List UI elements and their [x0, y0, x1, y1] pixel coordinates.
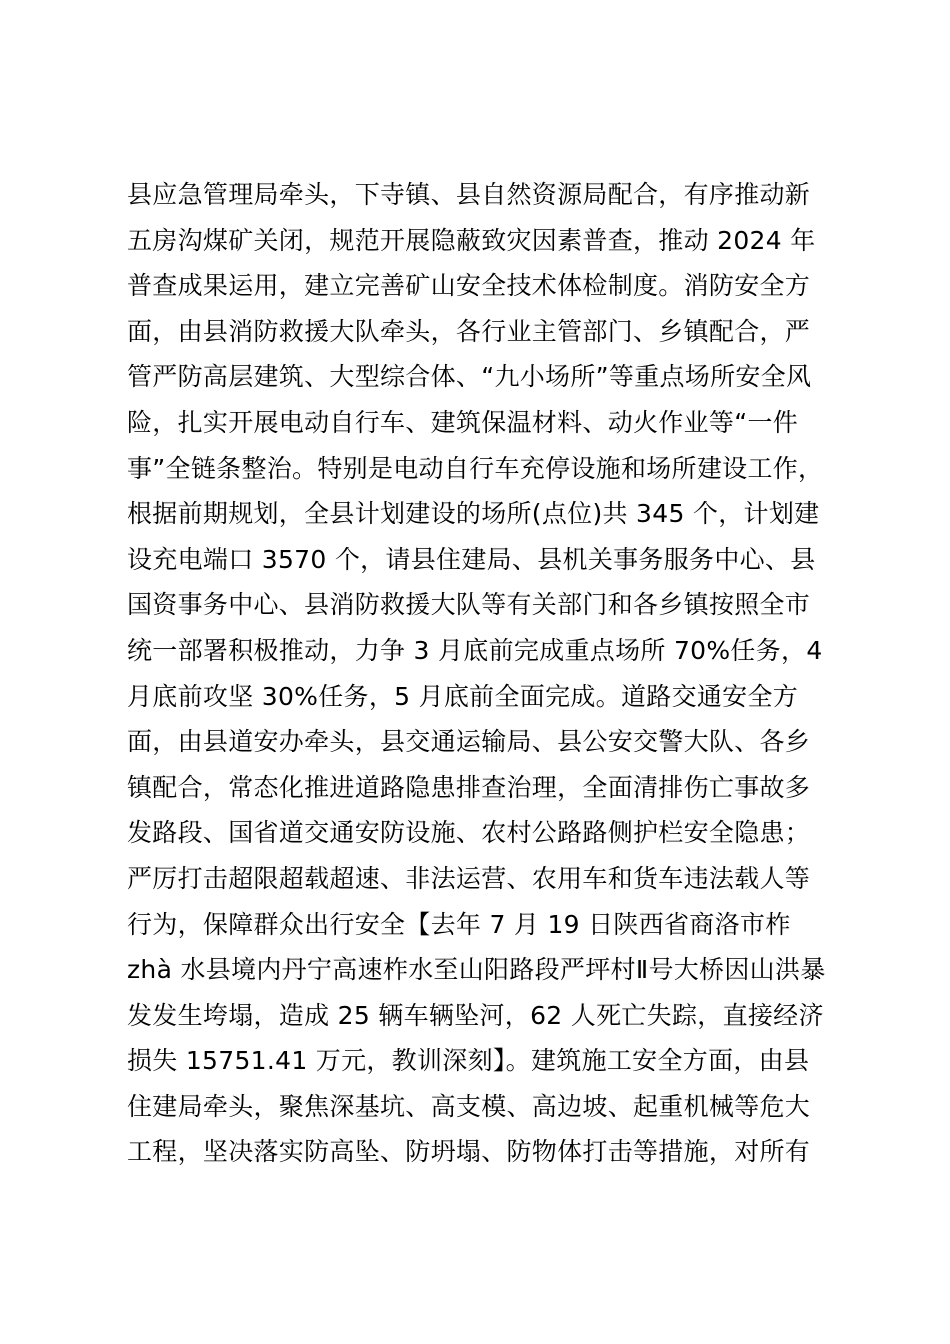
text-line: 五房沟煤矿关闭，规范开展隐蔽致灾因素普查，推动 2024 年	[127, 225, 816, 255]
text-line: 严厉打击超限超载超速、非法运营、农用车和货车违法载人等	[127, 863, 811, 893]
text-line: 镇配合，常态化推进道路隐患排查治理，全面清排伤亡事故多	[127, 772, 811, 802]
text-line: 根据前期规划，全县计划建设的场所(点位)共 345 个，计划建	[127, 499, 820, 529]
text-line: 发发生垮塌，造成 25 辆车辆坠河，62 人死亡失踪，直接经济	[127, 1000, 824, 1030]
text-line: 设充电端口 3570 个，请县住建局、县机关事务服务中心、县	[127, 544, 816, 574]
text-line: 发路段、国省道交通安防设施、农村公路路侧护栏安全隐患；	[127, 818, 811, 848]
text-line: zhà 水县境内丹宁高速柞水至山阳路段严坪村Ⅱ号大桥因山洪暴	[127, 955, 826, 985]
text-line: 面，由县消防救援大队牵头，各行业主管部门、乡镇配合，严	[127, 316, 811, 346]
text-line: 普查成果运用，建立完善矿山安全技术体检制度。消防安全方	[127, 271, 811, 301]
body-text	[127, 172, 837, 1175]
text-line: 国资事务中心、县消防救援大队等有关部门和各乡镇按照全市	[127, 590, 811, 620]
text-line: 县应急管理局牵头，下寺镇、县自然资源局配合，有序推动新	[127, 180, 811, 209]
text-line: 工程，坚决落实防高坠、防坍塌、防物体打击等措施，对所有	[127, 1137, 811, 1167]
text-line: 统一部署积极推动，力争 3 月底前完成重点场所 70%任务，4	[127, 635, 823, 665]
text-line: 行为，保障群众出行安全【去年 7 月 19 日陕西省商洛市柞	[127, 909, 791, 939]
text-line: 管严防高层建筑、大型综合体、“九小场所”等重点场所安全风	[127, 362, 812, 392]
text-line: 月底前攻坚 30%任务，5 月底前全面完成。道路交通安全方	[127, 681, 799, 711]
text-line: 事”全链条整治。特别是电动自行车充停设施和场所建设工作，	[127, 453, 824, 483]
text-line: 险，扎实开展电动自行车、建筑保温材料、动火作业等“一件	[127, 407, 799, 437]
text-line: 住建局牵头，聚焦深基坑、高支模、高边坡、起重机械等危大	[127, 1091, 811, 1121]
text-line: 面，由县道安办牵头，县交通运输局、县公安交警大队、各乡	[127, 727, 811, 757]
text-line: 损失 15751.41 万元，教训深刻】。建筑施工安全方面，由县	[127, 1046, 810, 1076]
